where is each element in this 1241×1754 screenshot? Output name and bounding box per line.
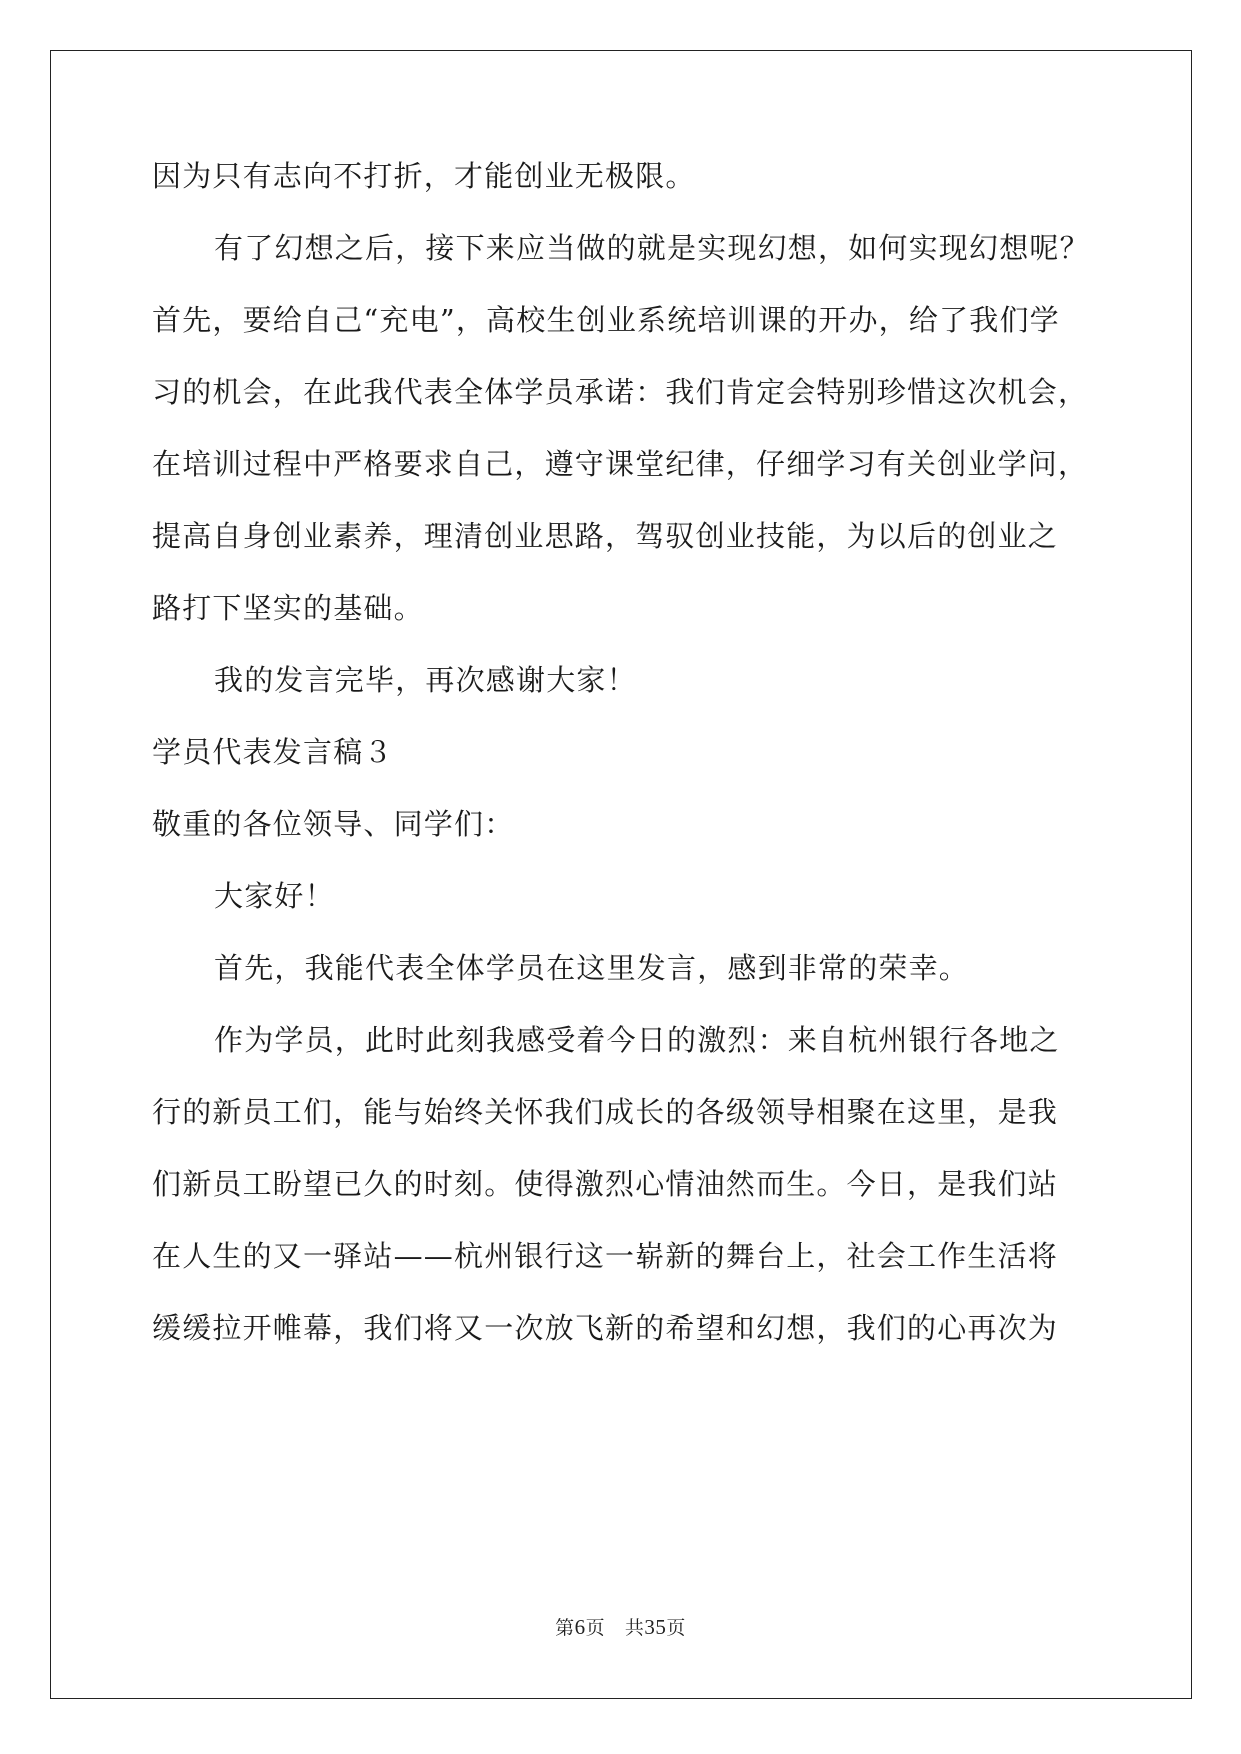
page-footer [0, 1616, 1241, 1639]
footer-page-suffix: 页 [585, 1617, 606, 1639]
text-line: 们新员工盼望已久的时刻。使得激烈心情油然而生。今日，是我们站 [152, 1167, 1059, 1201]
page-border [50, 50, 1192, 1699]
text-line: 在培训过程中严格要求自己，遵守课堂纪律，仔细学习有关创业学问， [152, 447, 1089, 481]
text-line: 作为学员，此时此刻我感受着今日的激烈：来自杭州银行各地之 [214, 1023, 1060, 1057]
footer-total-prefix: 共 [624, 1617, 645, 1639]
section-heading: 学员代表发言稿３ [152, 735, 394, 769]
salutation: 敬重的各位领导、同学们： [152, 807, 515, 841]
footer-prefix: 第 [555, 1617, 575, 1639]
page-number: 6 [574, 1615, 586, 1639]
text-line: 行的新员工们，能与始终关怀我们成长的各级领导相聚在这里，是我 [152, 1095, 1059, 1129]
text-line: 首先，要给自己“充电”，高校生创业系统培训课的开办，给了我们学 [152, 303, 1060, 337]
text-line: 有了幻想之后，接下来应当做的就是实现幻想，如何实现幻想呢？ [214, 231, 1090, 265]
text-line: 提高自身创业素养，理清创业思路，驾驭创业技能，为以后的创业之 [152, 519, 1059, 553]
text-line: 首先，我能代表全体学员在这里发言，感到非常的荣幸。 [214, 951, 970, 985]
greeting: 大家好！ [214, 879, 335, 913]
total-pages: 35 [644, 1615, 667, 1639]
text-line: 我的发言完毕，再次感谢大家！ [214, 663, 637, 697]
text-line: 习的机会，在此我代表全体学员承诺：我们肯定会特别珍惜这次机会， [152, 375, 1089, 409]
text-line: 在人生的又一驿站——杭州银行这一崭新的舞台上，社会工作生活将 [152, 1239, 1059, 1273]
text-line: 缓缓拉开帷幕，我们将又一次放飞新的希望和幻想，我们的心再次为 [152, 1311, 1059, 1345]
text-line: 路打下坚实的基础。 [152, 591, 424, 625]
footer-total-suffix: 页 [666, 1617, 686, 1639]
text-line: 因为只有志向不打折，才能创业无极限。 [152, 159, 696, 193]
